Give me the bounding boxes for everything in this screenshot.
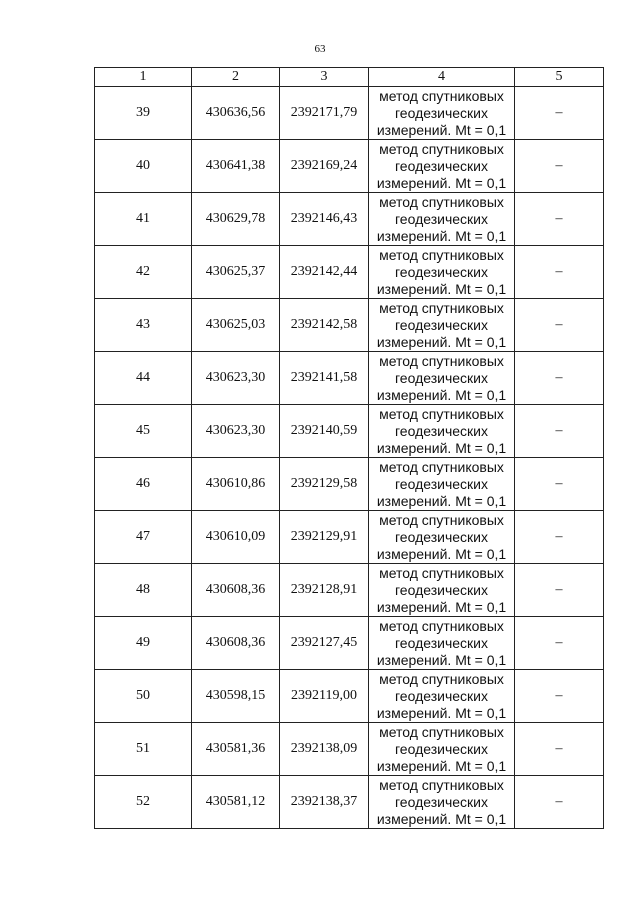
header-col-3: 3	[280, 68, 369, 87]
y-coordinate-cell: 2392140,59	[280, 405, 369, 458]
point-number-cell: 45	[95, 405, 192, 458]
x-coordinate-cell: 430636,56	[192, 87, 280, 140]
method-cell	[369, 458, 515, 511]
table-row	[95, 564, 604, 617]
method-cell	[369, 405, 515, 458]
point-number-cell: 48	[95, 564, 192, 617]
method-line: измерений. Mt = 0,1	[376, 227, 507, 244]
method-line: измерений. Mt = 0,1	[376, 757, 507, 774]
method-cell	[369, 299, 515, 352]
x-coordinate-cell: 430598,15	[192, 670, 280, 723]
table-row	[95, 87, 604, 140]
method-cell	[369, 193, 515, 246]
point-number-cell: 51	[95, 723, 192, 776]
method-line: геодезических	[395, 475, 488, 492]
method-line: измерений. Mt = 0,1	[376, 492, 507, 509]
method-line: метод спутниковых	[379, 776, 504, 793]
x-coordinate-cell: 430610,09	[192, 511, 280, 564]
method-line: измерений. Mt = 0,1	[376, 651, 507, 668]
method-line: измерений. Mt = 0,1	[376, 439, 507, 456]
column-5-cell: –	[515, 193, 604, 246]
method-line: геодезических	[395, 369, 488, 386]
method-line: геодезических	[395, 528, 488, 545]
method-line: измерений. Mt = 0,1	[376, 280, 507, 297]
method-line: геодезических	[395, 316, 488, 333]
method-line: метод спутниковых	[379, 458, 504, 475]
y-coordinate-cell: 2392129,58	[280, 458, 369, 511]
column-5-cell: –	[515, 458, 604, 511]
method-cell	[369, 776, 515, 829]
column-5-cell: –	[515, 511, 604, 564]
point-number-cell: 47	[95, 511, 192, 564]
method-cell	[369, 87, 515, 140]
point-number-cell: 52	[95, 776, 192, 829]
y-coordinate-cell: 2392119,00	[280, 670, 369, 723]
header-col-5: 5	[515, 68, 604, 87]
x-coordinate-cell: 430610,86	[192, 458, 280, 511]
point-number-cell: 42	[95, 246, 192, 299]
point-number-cell: 46	[95, 458, 192, 511]
x-coordinate-cell: 430581,12	[192, 776, 280, 829]
method-cell	[369, 246, 515, 299]
column-5-cell: –	[515, 723, 604, 776]
method-line: геодезических	[395, 157, 488, 174]
x-coordinate-cell: 430641,38	[192, 140, 280, 193]
header-col-1: 1	[95, 68, 192, 87]
x-coordinate-cell: 430608,36	[192, 617, 280, 670]
method-line: геодезических	[395, 687, 488, 704]
column-5-cell: –	[515, 299, 604, 352]
column-5-cell: –	[515, 670, 604, 723]
table-row	[95, 405, 604, 458]
method-line: геодезических	[395, 263, 488, 280]
y-coordinate-cell: 2392138,09	[280, 723, 369, 776]
point-number-cell: 44	[95, 352, 192, 405]
table-row	[95, 458, 604, 511]
column-5-cell: –	[515, 352, 604, 405]
x-coordinate-cell: 430625,37	[192, 246, 280, 299]
y-coordinate-cell: 2392127,45	[280, 617, 369, 670]
method-cell	[369, 511, 515, 564]
method-line: измерений. Mt = 0,1	[376, 174, 507, 191]
method-line: метод спутниковых	[379, 299, 504, 316]
method-line: метод спутниковых	[379, 564, 504, 581]
page-number: 63	[314, 43, 326, 55]
header-col-4: 4	[369, 68, 515, 87]
method-line: метод спутниковых	[379, 140, 504, 157]
x-coordinate-cell: 430581,36	[192, 723, 280, 776]
method-line: измерений. Mt = 0,1	[376, 704, 507, 721]
x-coordinate-cell: 430629,78	[192, 193, 280, 246]
method-line: измерений. Mt = 0,1	[376, 333, 507, 350]
method-line: геодезических	[395, 210, 488, 227]
table-row	[95, 246, 604, 299]
table-row	[95, 617, 604, 670]
method-line: геодезических	[395, 422, 488, 439]
method-cell	[369, 352, 515, 405]
y-coordinate-cell: 2392142,58	[280, 299, 369, 352]
method-line: метод спутниковых	[379, 87, 504, 104]
point-number-cell: 50	[95, 670, 192, 723]
point-number-cell: 49	[95, 617, 192, 670]
method-line: метод спутниковых	[379, 193, 504, 210]
y-coordinate-cell: 2392128,91	[280, 564, 369, 617]
header-col-2: 2	[192, 68, 280, 87]
method-line: измерений. Mt = 0,1	[376, 545, 507, 562]
method-line: геодезических	[395, 581, 488, 598]
method-line: геодезических	[395, 740, 488, 757]
table-row	[95, 299, 604, 352]
method-cell	[369, 670, 515, 723]
table-row	[95, 723, 604, 776]
method-line: метод спутниковых	[379, 723, 504, 740]
x-coordinate-cell: 430625,03	[192, 299, 280, 352]
x-coordinate-cell: 430608,36	[192, 564, 280, 617]
x-coordinate-cell: 430623,30	[192, 405, 280, 458]
method-line: метод спутниковых	[379, 511, 504, 528]
column-5-cell: –	[515, 776, 604, 829]
method-line: метод спутниковых	[379, 246, 504, 263]
method-line: геодезических	[395, 104, 488, 121]
y-coordinate-cell: 2392141,58	[280, 352, 369, 405]
method-line: измерений. Mt = 0,1	[376, 386, 507, 403]
column-5-cell: –	[515, 564, 604, 617]
x-coordinate-cell: 430623,30	[192, 352, 280, 405]
method-line: метод спутниковых	[379, 617, 504, 634]
method-line: измерений. Mt = 0,1	[376, 121, 507, 138]
column-5-cell: –	[515, 405, 604, 458]
method-line: геодезических	[395, 634, 488, 651]
point-number-cell: 39	[95, 87, 192, 140]
method-line: геодезических	[395, 793, 488, 810]
y-coordinate-cell: 2392142,44	[280, 246, 369, 299]
method-cell	[369, 617, 515, 670]
header-row	[95, 68, 604, 87]
table-row	[95, 776, 604, 829]
point-number-cell: 40	[95, 140, 192, 193]
method-cell	[369, 564, 515, 617]
column-5-cell: –	[515, 246, 604, 299]
table-row	[95, 140, 604, 193]
method-line: метод спутниковых	[379, 670, 504, 687]
coordinates-table	[94, 67, 604, 829]
point-number-cell: 43	[95, 299, 192, 352]
y-coordinate-cell: 2392171,79	[280, 87, 369, 140]
method-line: метод спутниковых	[379, 405, 504, 422]
method-line: метод спутниковых	[379, 352, 504, 369]
method-cell	[369, 140, 515, 193]
y-coordinate-cell: 2392169,24	[280, 140, 369, 193]
y-coordinate-cell: 2392146,43	[280, 193, 369, 246]
table-row	[95, 670, 604, 723]
table-row	[95, 352, 604, 405]
point-number-cell: 41	[95, 193, 192, 246]
method-line: измерений. Mt = 0,1	[376, 598, 507, 615]
method-cell	[369, 723, 515, 776]
column-5-cell: –	[515, 87, 604, 140]
y-coordinate-cell: 2392129,91	[280, 511, 369, 564]
table-row	[95, 511, 604, 564]
y-coordinate-cell: 2392138,37	[280, 776, 369, 829]
table-row	[95, 193, 604, 246]
method-line: измерений. Mt = 0,1	[376, 810, 507, 827]
column-5-cell: –	[515, 617, 604, 670]
column-5-cell: –	[515, 140, 604, 193]
